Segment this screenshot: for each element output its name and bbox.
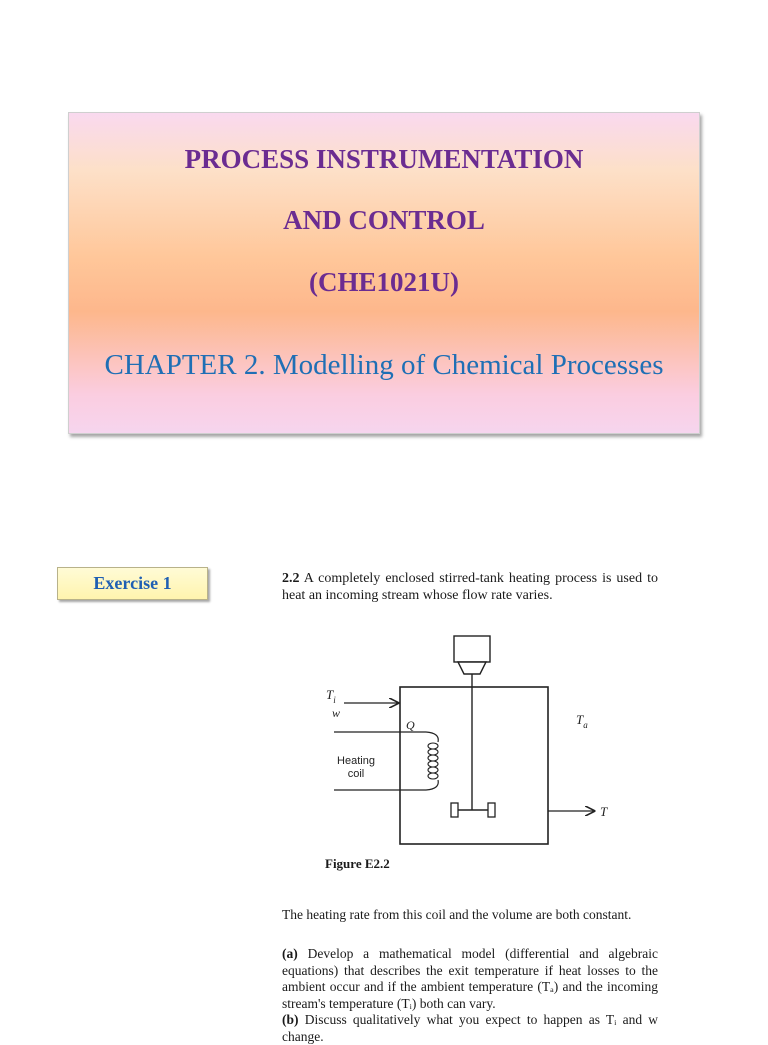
course-title-line1: PROCESS INSTRUMENTATION [184,144,584,174]
course-code: (CHE1021U) [309,267,459,297]
problem-text: A completely enclosed stirred-tank heating process is used to heat an incoming stream whose flow rate varies. [282,571,658,603]
part-a-label: (a) [282,946,298,961]
impeller-icon [451,803,495,817]
title-banner [68,112,700,434]
coil-label-line1: Heating [337,755,375,767]
problem-statement [282,570,658,604]
paragraph-heating-rate: The heating rate from this coil and the volume are both constant. [282,907,632,922]
outlet-temp-label: T [600,804,608,819]
svg-text:Ti [326,687,336,705]
flow-label: w [332,706,341,720]
tank [400,687,548,844]
ambient-temp-sub: a [583,720,588,730]
paragraph-part-b [282,1012,658,1045]
heat-label: Q [406,718,415,732]
chapter-title: CHAPTER 2. Modelling of Chemical Processes [104,349,664,381]
paragraph-part-a [282,946,658,1012]
course-title-line2: AND CONTROL [283,205,485,235]
coil-label-line2: coil [347,768,365,780]
part-b-label: (b) [282,1012,299,1027]
part-b-text: Discuss qualitatively what you expect to happen as Tᵢ and w change. [282,1012,659,1044]
stirred-tank-figure [300,630,640,880]
figure-caption: Figure E2.2 [325,856,390,871]
inlet-temp-sub: i [333,695,336,705]
motor-icon [454,636,490,687]
ambient-temp-label: T [576,712,584,727]
part-a-text: Develop a mathematical model (differential and algebraic equations) that describes the exit temperature if heat losses to the ambient occur and if the ambient temperature (Tₐ) and the incoming stream's temperature (Tᵢ) both can vary. [282,946,659,1011]
inlet-temp-label: T [326,687,334,702]
svg-text:Ta [576,712,588,730]
problem-number: 2.2 [282,571,300,586]
exercise-label: Exercise 1 [57,567,208,600]
